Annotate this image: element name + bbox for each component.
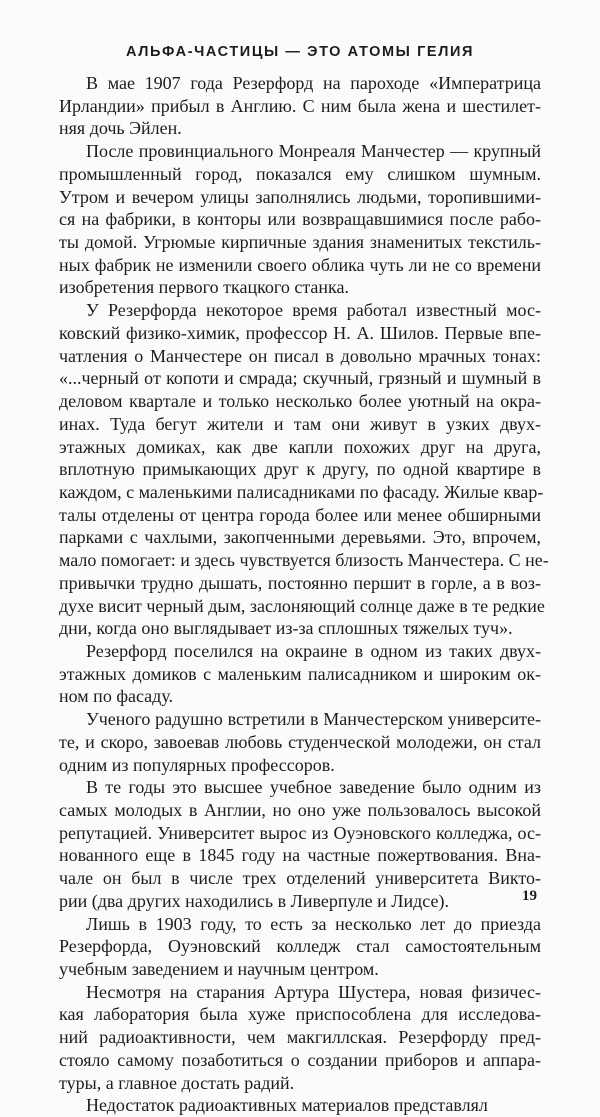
text-line: вплотную примыкающих друг к другу, по одной квартире в (59, 459, 541, 480)
text-line: мало помогает: и здесь чувствуется близость Манчестера. С не- (59, 550, 549, 571)
paragraph (59, 776, 541, 912)
text-line: репутацией. Университет вырос из Оуэновского колледжа, ос- (59, 822, 541, 843)
text-line: этажных домиков с маленьким палисадником и широким ок- (59, 663, 541, 684)
text-line: У Резерфорда некоторое время работал известный мос- (86, 300, 541, 321)
text-line: В мае 1907 года Резерфорд на пароходе «Императрица (86, 73, 541, 93)
text-line: промышленный город, показался ему слишком шумным. (59, 163, 541, 184)
text-line: ний радиоактивности, чем макгиллская. Резерфорду пред- (59, 1027, 541, 1048)
text-line: учебным заведением и научным центром. (59, 959, 379, 980)
text-line: ковский физико-химик, профессор Н. А. Шилов. Первые впе- (59, 322, 541, 343)
paragraph (59, 708, 541, 776)
text-line: ных фабрик не изменили своего облика чуть ли не со времени (59, 254, 541, 275)
text-line: каждом, с маленькими палисадниками по фасаду. Жилые квар- (59, 481, 544, 502)
text-line: привычки трудно дышать, постоянно першит в горле, а в воз- (59, 572, 541, 593)
text-line: Утром и вечером улицы заполнялись людьми, торопившими- (59, 186, 541, 207)
text-line: Лишь в 1903 году, то есть за несколько лет до приезда (86, 913, 541, 934)
text-line: деловом квартале и только несколько более уютный на окра- (59, 391, 541, 412)
paragraph (59, 981, 541, 1095)
text-line: ся на фабрики, в конторы или возвращавшимися после рабо- (59, 209, 541, 230)
page-number: 19 (522, 888, 537, 904)
text-line: ты домой. Угрюмые кирпичные здания знаменитых текстиль- (59, 232, 541, 253)
text-line: В те годы это высшее учебное заведение было одним из (86, 777, 541, 798)
paragraph (59, 299, 549, 640)
paragraph (59, 913, 541, 981)
text-line: одним из популярных профессоров. (59, 754, 335, 775)
text-line: изобретения первого ткацкого станка. (59, 277, 350, 298)
text-line: кая лаборатория была хуже приспособлена для исследова- (59, 1004, 541, 1025)
text-line: чатления о Манчестере он писал в довольно мрачных тонах: (59, 345, 541, 366)
text-line: инах. Туда бегут жители и там они живут в узких двух- (59, 413, 541, 434)
body-text (59, 72, 549, 1117)
text-line: нованного еще в 1845 году на частные пожертвования. Вна- (59, 845, 541, 866)
chapter-heading: АЛЬФА-ЧАСТИЦЫ — ЭТО АТОМЫ ГЕЛИЯ (125, 44, 475, 60)
text-line: «...черный от копоти и смрада; скучный, грязный и шумный в (59, 368, 541, 389)
text-line: няя дочь Эйлен. (59, 118, 182, 139)
text-line: чале он был в числе трех отделений университета Викто- (59, 868, 541, 889)
text-line: ном по фасаду. (59, 686, 174, 707)
text-line: дни, когда оно выглядывает из-за сплошных тяжелых туч». (59, 618, 513, 639)
paragraph (59, 1094, 541, 1117)
text-line: стояло самому позаботиться о создании приборов и аппара- (59, 1049, 541, 1070)
text-line: Несмотря на старания Артура Шустера, новая физичес- (86, 981, 541, 1002)
paragraph (59, 140, 541, 299)
text-line: те, и скоро, завоевав любовь студенческой молодежи, он стал (59, 731, 541, 752)
text-line: Резерфорда, Оуэновский колледж стал самостоятельным (59, 936, 541, 957)
text-line: Ирландии» прибыл в Англию. С ним была жена и шестилет- (59, 95, 541, 116)
text-line: Резерфорд поселился на окраине в одном из таких двух- (86, 640, 541, 661)
text-line: туры, а главное достать радий. (59, 1072, 295, 1093)
text-line: рии (два других находились в Ливерпуле и Лидсе). (59, 890, 449, 911)
text-line: этажных домиках, как две капли похожих друг на друга, (59, 436, 541, 457)
paragraph (59, 72, 541, 140)
text-line: Ученого радушно встретили в Манчестерском университе- (86, 709, 541, 730)
text-line: парками с чахлыми, закопченными деревьями. Это, впрочем, (59, 527, 541, 548)
text-line: духе висит черный дым, заслоняющий солнце даже в те редкие (59, 595, 545, 616)
text-line: талы отделены от центра города более или менее обширными (59, 504, 541, 525)
text-line: самых молодых в Англии, но оно уже пользовалось высокой (59, 800, 541, 820)
text-line: После провинциального Монреаля Манчестер — крупный (86, 141, 541, 162)
paragraph (59, 640, 541, 708)
text-line: Недостаток радиоактивных материалов представлял (86, 1095, 488, 1116)
